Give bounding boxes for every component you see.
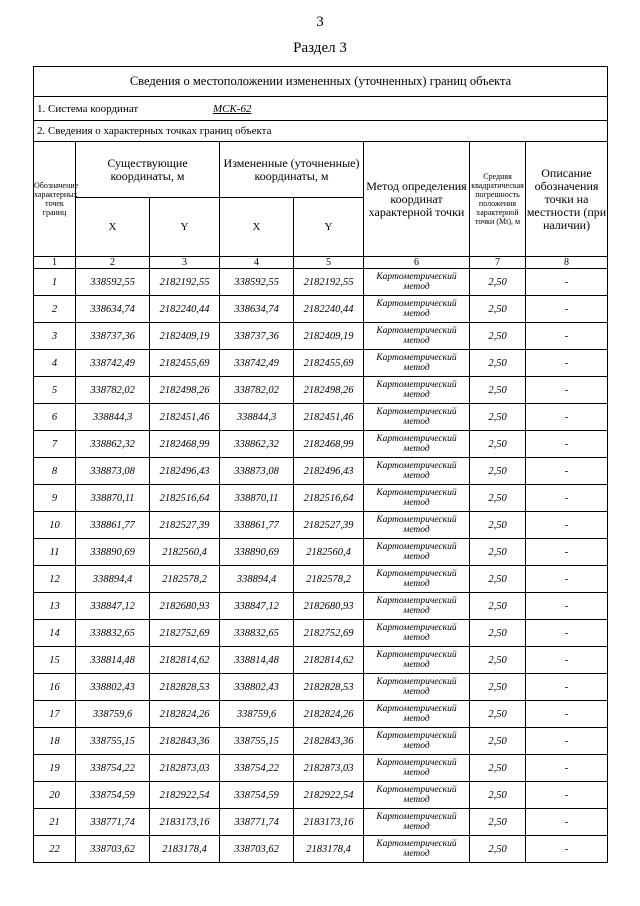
changed-y: 2182451,46 <box>294 404 364 431</box>
existing-x: 338861,77 <box>76 512 150 539</box>
point-number: 8 <box>34 458 76 485</box>
description: - <box>526 755 608 782</box>
existing-x: 338847,12 <box>76 593 150 620</box>
table-row <box>34 593 608 620</box>
method: Картометрический метод <box>364 539 470 566</box>
changed-y: 2182922,54 <box>294 782 364 809</box>
existing-y: 2182828,53 <box>150 674 220 701</box>
method: Картометрический метод <box>364 701 470 728</box>
points-heading: 2. Сведения о характерных точках границ объекта <box>34 121 608 142</box>
description: - <box>526 539 608 566</box>
existing-y: 2182843,36 <box>150 728 220 755</box>
header-description: Описание обозначения точки на местности (при наличии) <box>526 142 608 257</box>
column-number: 7 <box>470 257 526 269</box>
description: - <box>526 593 608 620</box>
point-number: 5 <box>34 377 76 404</box>
changed-y: 2182873,03 <box>294 755 364 782</box>
error-value: 2,50 <box>470 269 526 296</box>
existing-x: 338759,6 <box>76 701 150 728</box>
changed-y: 2182468,99 <box>294 431 364 458</box>
point-number: 2 <box>34 296 76 323</box>
changed-y: 2183173,16 <box>294 809 364 836</box>
existing-x: 338703,62 <box>76 836 150 863</box>
existing-y: 2182560,4 <box>150 539 220 566</box>
existing-y: 2182409,19 <box>150 323 220 350</box>
point-number: 19 <box>34 755 76 782</box>
method: Картометрический метод <box>364 674 470 701</box>
table-row <box>34 485 608 512</box>
description: - <box>526 809 608 836</box>
error-value: 2,50 <box>470 323 526 350</box>
changed-x: 338847,12 <box>220 593 294 620</box>
table-row <box>34 431 608 458</box>
existing-x: 338862,32 <box>76 431 150 458</box>
existing-x: 338737,36 <box>76 323 150 350</box>
existing-x: 338890,69 <box>76 539 150 566</box>
changed-y: 2182496,43 <box>294 458 364 485</box>
changed-x: 338737,36 <box>220 323 294 350</box>
changed-x: 338742,49 <box>220 350 294 377</box>
existing-y: 2182451,46 <box>150 404 220 431</box>
existing-x: 338814,48 <box>76 647 150 674</box>
error-value: 2,50 <box>470 593 526 620</box>
method: Картометрический метод <box>364 809 470 836</box>
changed-x: 338873,08 <box>220 458 294 485</box>
method: Картометрический метод <box>364 593 470 620</box>
existing-x: 338873,08 <box>76 458 150 485</box>
existing-y: 2182498,26 <box>150 377 220 404</box>
existing-y: 2182814,62 <box>150 647 220 674</box>
point-number: 17 <box>34 701 76 728</box>
existing-x: 338742,49 <box>76 350 150 377</box>
error-value: 2,50 <box>470 782 526 809</box>
method: Картометрический метод <box>364 350 470 377</box>
point-number: 1 <box>34 269 76 296</box>
existing-y: 2183173,16 <box>150 809 220 836</box>
changed-x: 338890,69 <box>220 539 294 566</box>
table-title: Сведения о местоположении измененных (уточненных) границ объекта <box>34 67 608 97</box>
column-number: 1 <box>34 257 76 269</box>
coord-system-row <box>34 97 608 121</box>
existing-x: 338802,43 <box>76 674 150 701</box>
description: - <box>526 647 608 674</box>
table-row <box>34 377 608 404</box>
description: - <box>526 620 608 647</box>
error-value: 2,50 <box>470 296 526 323</box>
point-number: 3 <box>34 323 76 350</box>
header-designation: Обозначение характерных точек границ <box>34 142 76 257</box>
changed-x: 338592,55 <box>220 269 294 296</box>
point-number: 6 <box>34 404 76 431</box>
table-row <box>34 458 608 485</box>
column-number: 8 <box>526 257 608 269</box>
changed-x: 338754,59 <box>220 782 294 809</box>
changed-x: 338634,74 <box>220 296 294 323</box>
existing-y: 2183178,4 <box>150 836 220 863</box>
header-changed-coords: Измененные (уточненные) координаты, м <box>220 142 364 198</box>
changed-x: 338782,02 <box>220 377 294 404</box>
error-value: 2,50 <box>470 809 526 836</box>
error-value: 2,50 <box>470 485 526 512</box>
changed-x: 338703,62 <box>220 836 294 863</box>
table-row <box>34 350 608 377</box>
description: - <box>526 458 608 485</box>
changed-y: 2182680,93 <box>294 593 364 620</box>
existing-y: 2182873,03 <box>150 755 220 782</box>
point-number: 10 <box>34 512 76 539</box>
method: Картометрический метод <box>364 512 470 539</box>
point-number: 20 <box>34 782 76 809</box>
error-value: 2,50 <box>470 458 526 485</box>
table-row <box>34 647 608 674</box>
existing-y: 2182752,69 <box>150 620 220 647</box>
changed-x: 338844,3 <box>220 404 294 431</box>
changed-x: 338861,77 <box>220 512 294 539</box>
description: - <box>526 728 608 755</box>
changed-x: 338832,65 <box>220 620 294 647</box>
changed-x: 338755,15 <box>220 728 294 755</box>
header-existing-coords: Существующие координаты, м <box>76 142 220 198</box>
changed-x: 338862,32 <box>220 431 294 458</box>
table-row <box>34 836 608 863</box>
table-row <box>34 566 608 593</box>
point-number: 22 <box>34 836 76 863</box>
method: Картометрический метод <box>364 836 470 863</box>
header-existing-x: X <box>76 198 150 257</box>
error-value: 2,50 <box>470 701 526 728</box>
existing-x: 338832,65 <box>76 620 150 647</box>
existing-x: 338754,59 <box>76 782 150 809</box>
changed-y: 2182560,4 <box>294 539 364 566</box>
description: - <box>526 404 608 431</box>
table-row <box>34 701 608 728</box>
method: Картометрический метод <box>364 485 470 512</box>
description: - <box>526 674 608 701</box>
changed-y: 2182527,39 <box>294 512 364 539</box>
changed-x: 338870,11 <box>220 485 294 512</box>
error-value: 2,50 <box>470 377 526 404</box>
coord-system-label: 1. Система координат <box>37 102 139 115</box>
column-number: 2 <box>76 257 150 269</box>
changed-y: 2182843,36 <box>294 728 364 755</box>
table-row <box>34 269 608 296</box>
method: Картометрический метод <box>364 728 470 755</box>
table-row <box>34 782 608 809</box>
method: Картометрический метод <box>364 323 470 350</box>
changed-x: 338771,74 <box>220 809 294 836</box>
error-value: 2,50 <box>470 539 526 566</box>
error-value: 2,50 <box>470 836 526 863</box>
error-value: 2,50 <box>470 512 526 539</box>
description: - <box>526 485 608 512</box>
description: - <box>526 269 608 296</box>
changed-y: 2182824,26 <box>294 701 364 728</box>
table-row <box>34 620 608 647</box>
method: Картометрический метод <box>364 782 470 809</box>
point-number: 18 <box>34 728 76 755</box>
changed-x: 338802,43 <box>220 674 294 701</box>
existing-x: 338754,22 <box>76 755 150 782</box>
error-value: 2,50 <box>470 350 526 377</box>
table-row <box>34 809 608 836</box>
error-value: 2,50 <box>470 674 526 701</box>
existing-x: 338771,74 <box>76 809 150 836</box>
changed-x: 338894,4 <box>220 566 294 593</box>
error-value: 2,50 <box>470 404 526 431</box>
description: - <box>526 431 608 458</box>
description: - <box>526 566 608 593</box>
method: Картометрический метод <box>364 296 470 323</box>
point-number: 13 <box>34 593 76 620</box>
point-number: 14 <box>34 620 76 647</box>
error-value: 2,50 <box>470 647 526 674</box>
existing-x: 338634,74 <box>76 296 150 323</box>
point-number: 11 <box>34 539 76 566</box>
method: Картометрический метод <box>364 755 470 782</box>
table-row <box>34 539 608 566</box>
error-value: 2,50 <box>470 566 526 593</box>
table-row <box>34 674 608 701</box>
existing-y: 2182527,39 <box>150 512 220 539</box>
changed-y: 2182828,53 <box>294 674 364 701</box>
existing-y: 2182516,64 <box>150 485 220 512</box>
column-number: 6 <box>364 257 470 269</box>
changed-y: 2182516,64 <box>294 485 364 512</box>
existing-y: 2182680,93 <box>150 593 220 620</box>
point-number: 21 <box>34 809 76 836</box>
point-number: 12 <box>34 566 76 593</box>
page-number: 3 <box>316 14 324 30</box>
table-row <box>34 404 608 431</box>
error-value: 2,50 <box>470 755 526 782</box>
changed-x: 338754,22 <box>220 755 294 782</box>
description: - <box>526 512 608 539</box>
changed-y: 2182455,69 <box>294 350 364 377</box>
existing-y: 2182455,69 <box>150 350 220 377</box>
existing-y: 2182922,54 <box>150 782 220 809</box>
method: Картометрический метод <box>364 620 470 647</box>
column-number: 5 <box>294 257 364 269</box>
table-row <box>34 296 608 323</box>
changed-y: 2182409,19 <box>294 323 364 350</box>
method: Картометрический метод <box>364 269 470 296</box>
table-row <box>34 323 608 350</box>
description: - <box>526 701 608 728</box>
table-row <box>34 755 608 782</box>
header-changed-x: X <box>220 198 294 257</box>
error-value: 2,50 <box>470 620 526 647</box>
section-title: Раздел 3 <box>293 40 347 56</box>
description: - <box>526 296 608 323</box>
method: Картометрический метод <box>364 566 470 593</box>
description: - <box>526 350 608 377</box>
header-changed-y: Y <box>294 198 364 257</box>
point-number: 7 <box>34 431 76 458</box>
existing-x: 338782,02 <box>76 377 150 404</box>
table-row <box>34 512 608 539</box>
description: - <box>526 782 608 809</box>
method: Картометрический метод <box>364 647 470 674</box>
existing-x: 338592,55 <box>76 269 150 296</box>
existing-y: 2182192,55 <box>150 269 220 296</box>
changed-y: 2182498,26 <box>294 377 364 404</box>
existing-y: 2182468,99 <box>150 431 220 458</box>
method: Картометрический метод <box>364 404 470 431</box>
table-row <box>34 728 608 755</box>
column-numbers-row <box>34 257 608 269</box>
existing-x: 338870,11 <box>76 485 150 512</box>
header-method: Метод определения координат характерной точки <box>364 142 470 257</box>
boundary-points-table <box>33 66 608 863</box>
column-number: 4 <box>220 257 294 269</box>
error-value: 2,50 <box>470 728 526 755</box>
existing-y: 2182240,44 <box>150 296 220 323</box>
existing-y: 2182496,43 <box>150 458 220 485</box>
changed-y: 2182192,55 <box>294 269 364 296</box>
column-number: 3 <box>150 257 220 269</box>
changed-y: 2182240,44 <box>294 296 364 323</box>
point-number: 15 <box>34 647 76 674</box>
method: Картометрический метод <box>364 431 470 458</box>
point-number: 4 <box>34 350 76 377</box>
existing-x: 338894,4 <box>76 566 150 593</box>
existing-x: 338755,15 <box>76 728 150 755</box>
existing-x: 338844,3 <box>76 404 150 431</box>
changed-y: 2182578,2 <box>294 566 364 593</box>
header-error: Средняя квадратическая погрешность положения характерной точки (Mt), м <box>470 142 526 257</box>
error-value: 2,50 <box>470 431 526 458</box>
changed-y: 2183178,4 <box>294 836 364 863</box>
method: Картометрический метод <box>364 377 470 404</box>
header-existing-y: Y <box>150 198 220 257</box>
changed-y: 2182752,69 <box>294 620 364 647</box>
existing-y: 2182578,2 <box>150 566 220 593</box>
coord-system-value: МСК-62 <box>212 102 252 115</box>
description: - <box>526 323 608 350</box>
changed-x: 338759,6 <box>220 701 294 728</box>
changed-y: 2182814,62 <box>294 647 364 674</box>
existing-y: 2182824,26 <box>150 701 220 728</box>
point-number: 9 <box>34 485 76 512</box>
point-number: 16 <box>34 674 76 701</box>
description: - <box>526 377 608 404</box>
method: Картометрический метод <box>364 458 470 485</box>
changed-x: 338814,48 <box>220 647 294 674</box>
description: - <box>526 836 608 863</box>
